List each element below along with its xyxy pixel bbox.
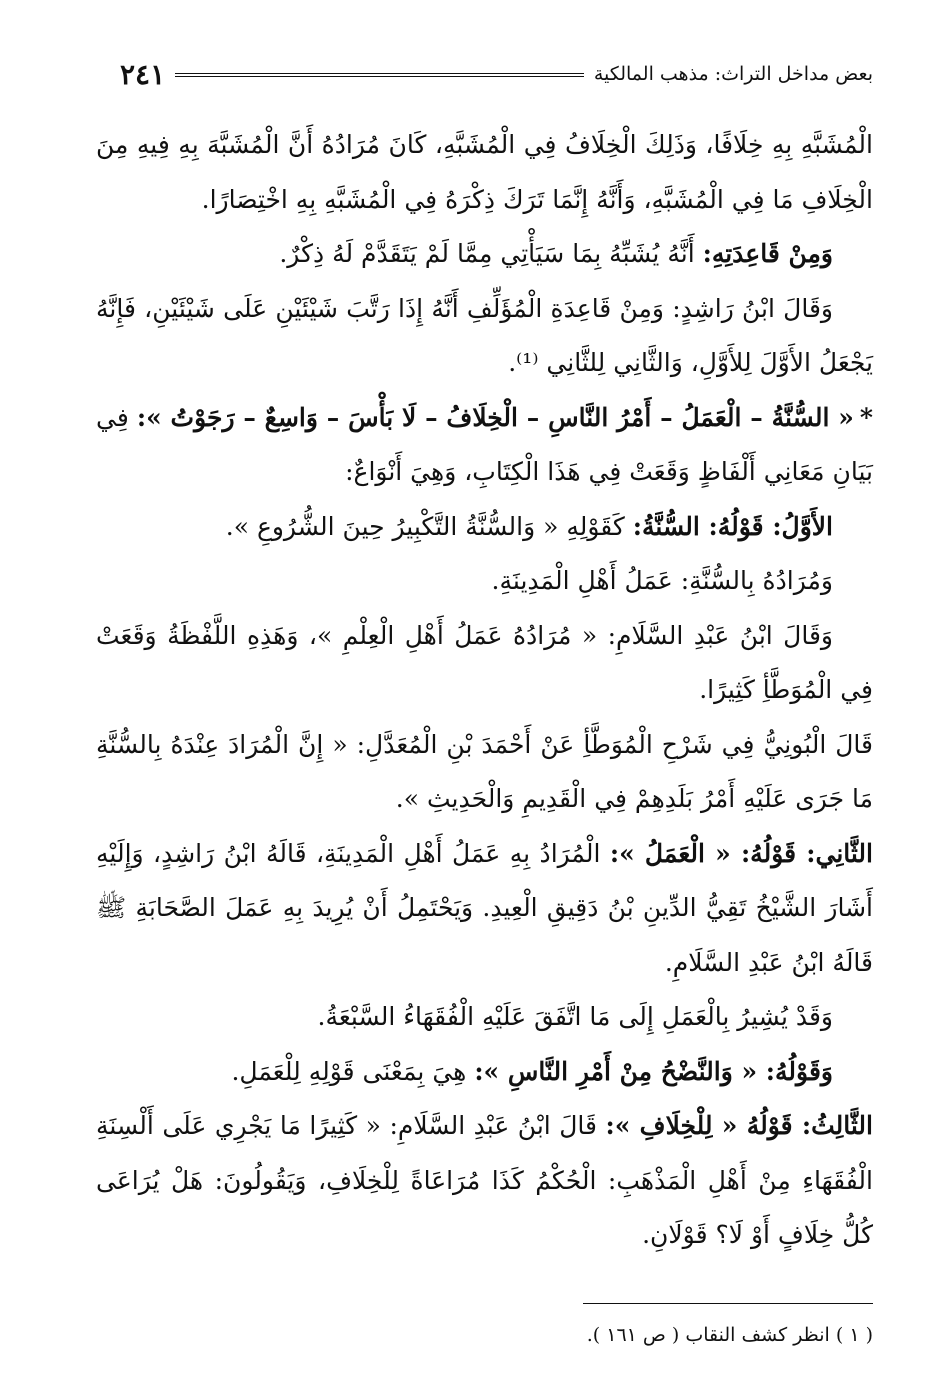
paragraph-lead: وَمِنْ قَاعِدَتِهِ:	[702, 239, 833, 268]
asterisk-marker: *	[859, 402, 873, 432]
paragraph	[96, 990, 873, 1045]
paragraph	[96, 118, 873, 227]
paragraph-text: كَقَوْلِهِ « وَالسُّنَّةُ التَّكْبِيرُ حِينَ الشُّرُوعِ ».	[225, 511, 633, 541]
paragraph	[96, 554, 873, 609]
paragraph	[96, 1099, 873, 1263]
running-title: بعض مداخل التراث: مذهب المالكية	[593, 63, 873, 85]
footnote-separator	[583, 1303, 873, 1304]
section-heading-paragraph	[96, 391, 873, 500]
paragraph-text: وَمُرَادُهُ بِالسُّنَّةِ: عَمَلُ أَهْلِ الْمَدِينَةِ.	[491, 566, 833, 595]
paragraph-text: فِي بَيَانِ مَعَانِي أَلْفَاظٍ وَقَعَتْ فِي هَذَا الْكِتَابِ، وَهِيَ أَنْوَاعٌ:	[96, 402, 873, 486]
page-number: ٢٤١	[120, 57, 166, 91]
paragraph	[96, 500, 873, 555]
paragraph-text: الْمُشَبَّهِ بِهِ خِلَافًا، وَذَلِكَ الْخِلَافُ فِي الْمُشَبَّهِ، كَانَ مُرَادُهُ أَنَّ الْمُشَبَّهَ بِهِ فِيهِ مِنَ الْخِلَافِ مَا فِي الْمُشَبَّهِ، وَأَنَّهُ إِنَّمَا تَرَكَ ذِكْرَهُ فِي الْمُشَبَّهِ بِهِ اخْتِصَارًا.	[96, 130, 873, 214]
paragraph-text: هِيَ بِمَعْنَى قَوْلِهِ لِلْعَمَلِ.	[231, 1056, 475, 1086]
paragraph-lead: وَقَوْلُهُ: « وَالنَّضْحُ مِنْ أَمْرِ النَّاسِ »:	[474, 1056, 833, 1086]
paragraph-text: قَالَ الْبُونِيُّ فِي شَرْحِ الْمُوَطَّأِ عَنْ أَحْمَدَ بْنِ الْمُعَدَّلِ: « إِنَّ الْمُرَادَ عِنْدَهُ بِالسُّنَّةِ مَا جَرَى عَلَيْهِ أَمْرُ بَلَدِهِمْ فِي الْقَدِيمِ وَالْحَدِيثِ ».	[96, 729, 874, 813]
paragraph	[96, 718, 873, 827]
paragraph-lead: الثَّالِثُ: قَوْلُهُ « لِلْخِلَافِ »:	[605, 1111, 873, 1140]
page-header	[120, 52, 873, 96]
header-rule	[175, 73, 584, 77]
main-text	[96, 118, 873, 1263]
paragraph-lead: « السُّنَّةُ – الْعَمَلُ – أَمْرُ النَّاسِ – الْخِلَافُ – لَا بَأْسَ – وَاسِعٌ – رَجَوْتُ »:	[136, 402, 854, 432]
paragraph	[96, 827, 873, 991]
paragraph	[96, 609, 873, 718]
paragraph-text: وَقَدْ يُشِيرُ بِالْعَمَلِ إِلَى مَا اتَّفَقَ عَلَيْهِ الْفُقَهَاءُ السَّبْعَةُ.	[317, 1002, 833, 1031]
paragraph-lead: الثَّانِي: قَوْلُهُ: « الْعَمَلُ »:	[609, 838, 873, 868]
paragraph-text: وَقَالَ ابْنُ رَاشِدٍ: وَمِنْ قَاعِدَةِ الْمُؤَلِّفِ أَنَّهُ إِذَا رَتَّبَ شَيْئَيْنِ عَلَى شَيْئَيْنِ، فَإِنَّهُ يَجْعَلُ الأَوَّلَ لِلأَوَّلِ، وَالثَّانِي لِلثَّانِي ⁽¹⁾.	[96, 293, 873, 377]
paragraph-text: الْمُرَادُ بِهِ عَمَلُ أَهْلِ الْمَدِينَةِ، قَالَهُ ابْنُ رَاشِدٍ، وَإِلَيْهِ أَشَارَ الشَّيْخُ تَقِيُّ الدِّينِ بْنُ دَقِيقِ الْعِيدِ. وَيَحْتَمِلُ أَنْ يُرِيدَ بِهِ عَمَلَ الصَّحَابَةِ ﷺ قَالَهُ ابْنُ عَبْدِ السَّلَامِ.	[96, 838, 873, 977]
paragraph	[96, 282, 873, 391]
paragraph-text: أَنَّهُ يُشَبِّهُ بِمَا سَيَأْتِي مِمَّا لَمْ يَتَقَدَّمْ لَهُ ذِكْرٌ.	[279, 239, 703, 268]
footnote: ( ١ ) انظر كشف النقاب ( ص ١٦١ ).	[586, 1324, 873, 1346]
paragraph-text: قَالَ ابْنُ عَبْدِ السَّلَامِ: « كَثِيرًا مَا يَجْرِي عَلَى أَلْسِنَةِ الْفُقَهَاءِ مِنْ أَهْلِ الْمَذْهَبِ: الْحُكْمُ كَذَا مُرَاعَاةً لِلْخِلَافِ، وَيَقُولُونَ: هَلْ يُرَاعَى كُلُّ خِلَافٍ أَوْ لَا؟ قَوْلَانِ.	[96, 1111, 873, 1249]
paragraph-lead: الأَوَّلُ: قَوْلُهُ: السُّنَّةُ:	[632, 511, 833, 541]
paragraph-text: وَقَالَ ابْنُ عَبْدِ السَّلَامِ: « مُرَادُهُ عَمَلُ أَهْلِ الْعِلْمِ »، وَهَذِهِ اللَّفْظَةُ وَقَعَتْ فِي الْمُوَطَّأِ كَثِيرًا.	[96, 620, 873, 704]
paragraph	[96, 1045, 873, 1100]
paragraph	[96, 227, 873, 282]
